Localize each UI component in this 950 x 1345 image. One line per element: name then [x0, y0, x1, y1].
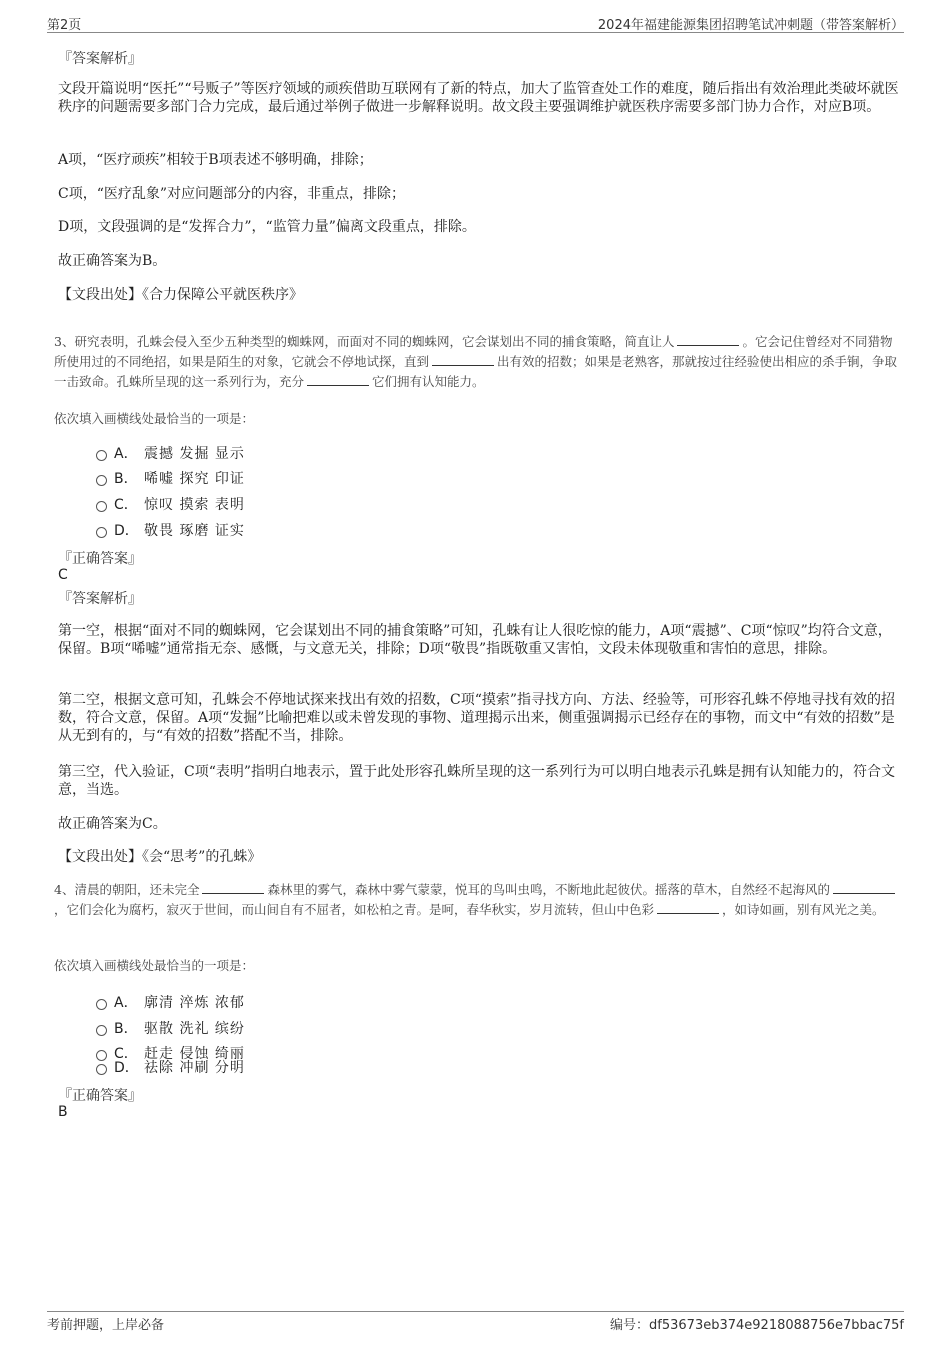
q3-stem-part: 它们拥有认知能力。 — [372, 374, 485, 389]
q3-source: 【文段出处】《会“思考”的孔蛛》 — [58, 849, 262, 865]
radio-button[interactable] — [96, 1064, 107, 1075]
radio-button[interactable] — [96, 999, 107, 1010]
document-title: 2024年福建能源集团招聘笔试冲刺题（带答案解析） — [597, 18, 904, 33]
option-letter: B． — [114, 471, 138, 487]
q3-correct-answer: C — [58, 567, 68, 583]
q3-correct-label: 『正确答案』 — [58, 551, 142, 567]
q4-stem-part: 森林里的雾气，森林中雾气蒙蒙，悦耳的鸟叫虫鸣，不断地此起彼伏。摇落的草木，自然经不起海风的 — [267, 882, 830, 897]
q3-stem-part: 。它会记住曾经对不同猎物所使用过的不同绝招，如果是陌生的对象，它就会不停地试探，直到 — [54, 334, 893, 369]
q3-stem-part: 3、研究表明，孔蛛会侵入至少五种类型的蜘蛛网，而面对不同的蜘蛛网，它会谋划出不同的捕食策略，简直让人 — [54, 334, 675, 349]
q2-analysis-option-a: A项，“医疗顽疾”相较于B项表述不够明确，排除； — [58, 152, 373, 168]
q4-option-a[interactable] — [96, 992, 245, 1012]
radio-button[interactable] — [96, 1025, 107, 1036]
page-number: 第2页 — [47, 18, 82, 33]
q3-prompt: 依次填入画横线处最恰当的一项是： — [54, 411, 255, 426]
option-text: 惊叹 摸索 表明 — [144, 497, 245, 513]
radio-button[interactable] — [96, 475, 107, 486]
blank-line — [657, 902, 719, 914]
option-text: 驱散 洗礼 缤纷 — [144, 1021, 245, 1037]
q4-correct-label: 『正确答案』 — [58, 1088, 142, 1104]
q4-correct-answer: B — [58, 1104, 68, 1120]
footer-slogan: 考前押题，上岸必备 — [47, 1318, 165, 1333]
option-text: 震撼 发掘 显示 — [144, 446, 245, 462]
q3-analysis-blank2: 第二空，根据文意可知，孔蛛会不停地试探来找出有效的招数，C项“摸索”指寻找方向、方法、经验等，可形容孔蛛不停地寻找有效的招数，符合文意，保留。A项“发掘”比喻把难以或未曾发现的事物、道理揭示出来，侧重强调揭示已经存在的事物，而文中“有效的招数”是从无到有的，与“有效的招数”搭配不当，排除。 — [58, 692, 896, 744]
option-text: 廓清 淬炼 浓郁 — [144, 995, 245, 1011]
q2-analysis-option-c: C项，“医疗乱象”对应问题部分的内容，非重点，排除； — [58, 186, 406, 202]
q2-analysis-option-d: D项，文段强调的是“发挥合力”，“监管力量”偏离文段重点，排除。 — [58, 219, 476, 235]
footer-divider — [47, 1311, 904, 1312]
blank-line — [833, 882, 895, 894]
radio-button[interactable] — [96, 527, 107, 538]
q4-stem-part: 4、清晨的朝阳，还未完全 — [54, 882, 200, 897]
radio-button[interactable] — [96, 450, 107, 461]
q4-stem-part: ，如诗如画，别有风光之美。 — [722, 902, 885, 917]
option-text: 祛除 冲刷 分明 — [144, 1060, 245, 1076]
q3-analysis-blank1: 第一空，根据“面对不同的蜘蛛网，它会谋划出不同的捕食策略”可知，孔蛛有让人很吃惊的能力，A项“震撼”、C项“惊叹”均符合文意，保留。B项“唏嘘”通常指无奈、感慨，与文意无关，排除；D项“敬畏”指既敬重又害怕，文段未体现敬重和害怕的意思，排除。 — [58, 623, 892, 657]
q4-stem-part: ，它们会化为腐朽，寂灭于世间，而山间自有不屈者，如松柏之青。是呵，春华秋实，岁月流转，但山中色彩 — [54, 902, 655, 917]
page-header — [47, 14, 904, 34]
q3-conclusion: 故正确答案为C。 — [58, 816, 167, 832]
blank-line — [202, 882, 264, 894]
option-letter: C． — [114, 1046, 138, 1062]
q2-source: 【文段出处】《合力保障公平就医秩序》 — [58, 287, 303, 303]
q4-option-b[interactable] — [96, 1018, 245, 1038]
radio-button[interactable] — [96, 501, 107, 512]
document-serial: 编号：df53673eb374e9218088756e7bbac75f — [610, 1318, 904, 1333]
q3-analysis-blank3: 第三空，代入验证，C项“表明”指明白地表示，置于此处形容孔蛛所呈现的这一系列行为可以明白地表示孔蛛是拥有认知能力的，符合文意，当选。 — [58, 764, 896, 798]
option-letter: A． — [114, 446, 138, 462]
q3-option-a[interactable] — [96, 443, 245, 463]
option-text: 敬畏 琢磨 证实 — [144, 523, 245, 539]
q3-option-c[interactable] — [96, 494, 245, 514]
blank-line — [677, 334, 739, 346]
q3-stem-part: 出有效的招数；如果是老熟客，那就按过往经验使出相应的杀手锏，争取一击致命。孔蛛所呈现的这一系列行为，充分 — [54, 354, 898, 389]
option-text: 唏嘘 探究 印证 — [144, 471, 245, 487]
blank-line — [432, 354, 494, 366]
option-letter: A． — [114, 995, 138, 1011]
q3-option-b[interactable] — [96, 468, 245, 488]
q4-option-d[interactable] — [96, 1057, 245, 1077]
option-text: 赶走 侵蚀 绮丽 — [144, 1046, 245, 1062]
blank-line — [307, 374, 369, 386]
header-divider — [47, 32, 904, 33]
q2-conclusion: 故正确答案为B。 — [58, 253, 167, 269]
q3-stem — [54, 332, 904, 392]
q4-stem — [54, 880, 904, 920]
option-letter: C． — [114, 497, 138, 513]
q3-option-d[interactable] — [96, 520, 245, 540]
option-letter: D． — [114, 523, 139, 539]
q3-analysis-label: 『答案解析』 — [58, 591, 142, 607]
q2-analysis-label: 『答案解析』 — [58, 51, 142, 67]
q4-prompt: 依次填入画横线处最恰当的一项是： — [54, 958, 255, 973]
option-letter: D． — [114, 1060, 139, 1076]
q2-analysis-paragraph: 文段开篇说明“医托”“号贩子”等医疗领域的顽疾借助互联网有了新的特点，加大了监管查处工作的难度，随后指出有效治理此类破坏就医秩序的问题需要多部门合力完成，最后通过举例子做进一步解释说明。故文段主要强调维护就医秩序需要多部门协力合作，对应B项。 — [58, 81, 899, 115]
option-letter: B． — [114, 1021, 138, 1037]
